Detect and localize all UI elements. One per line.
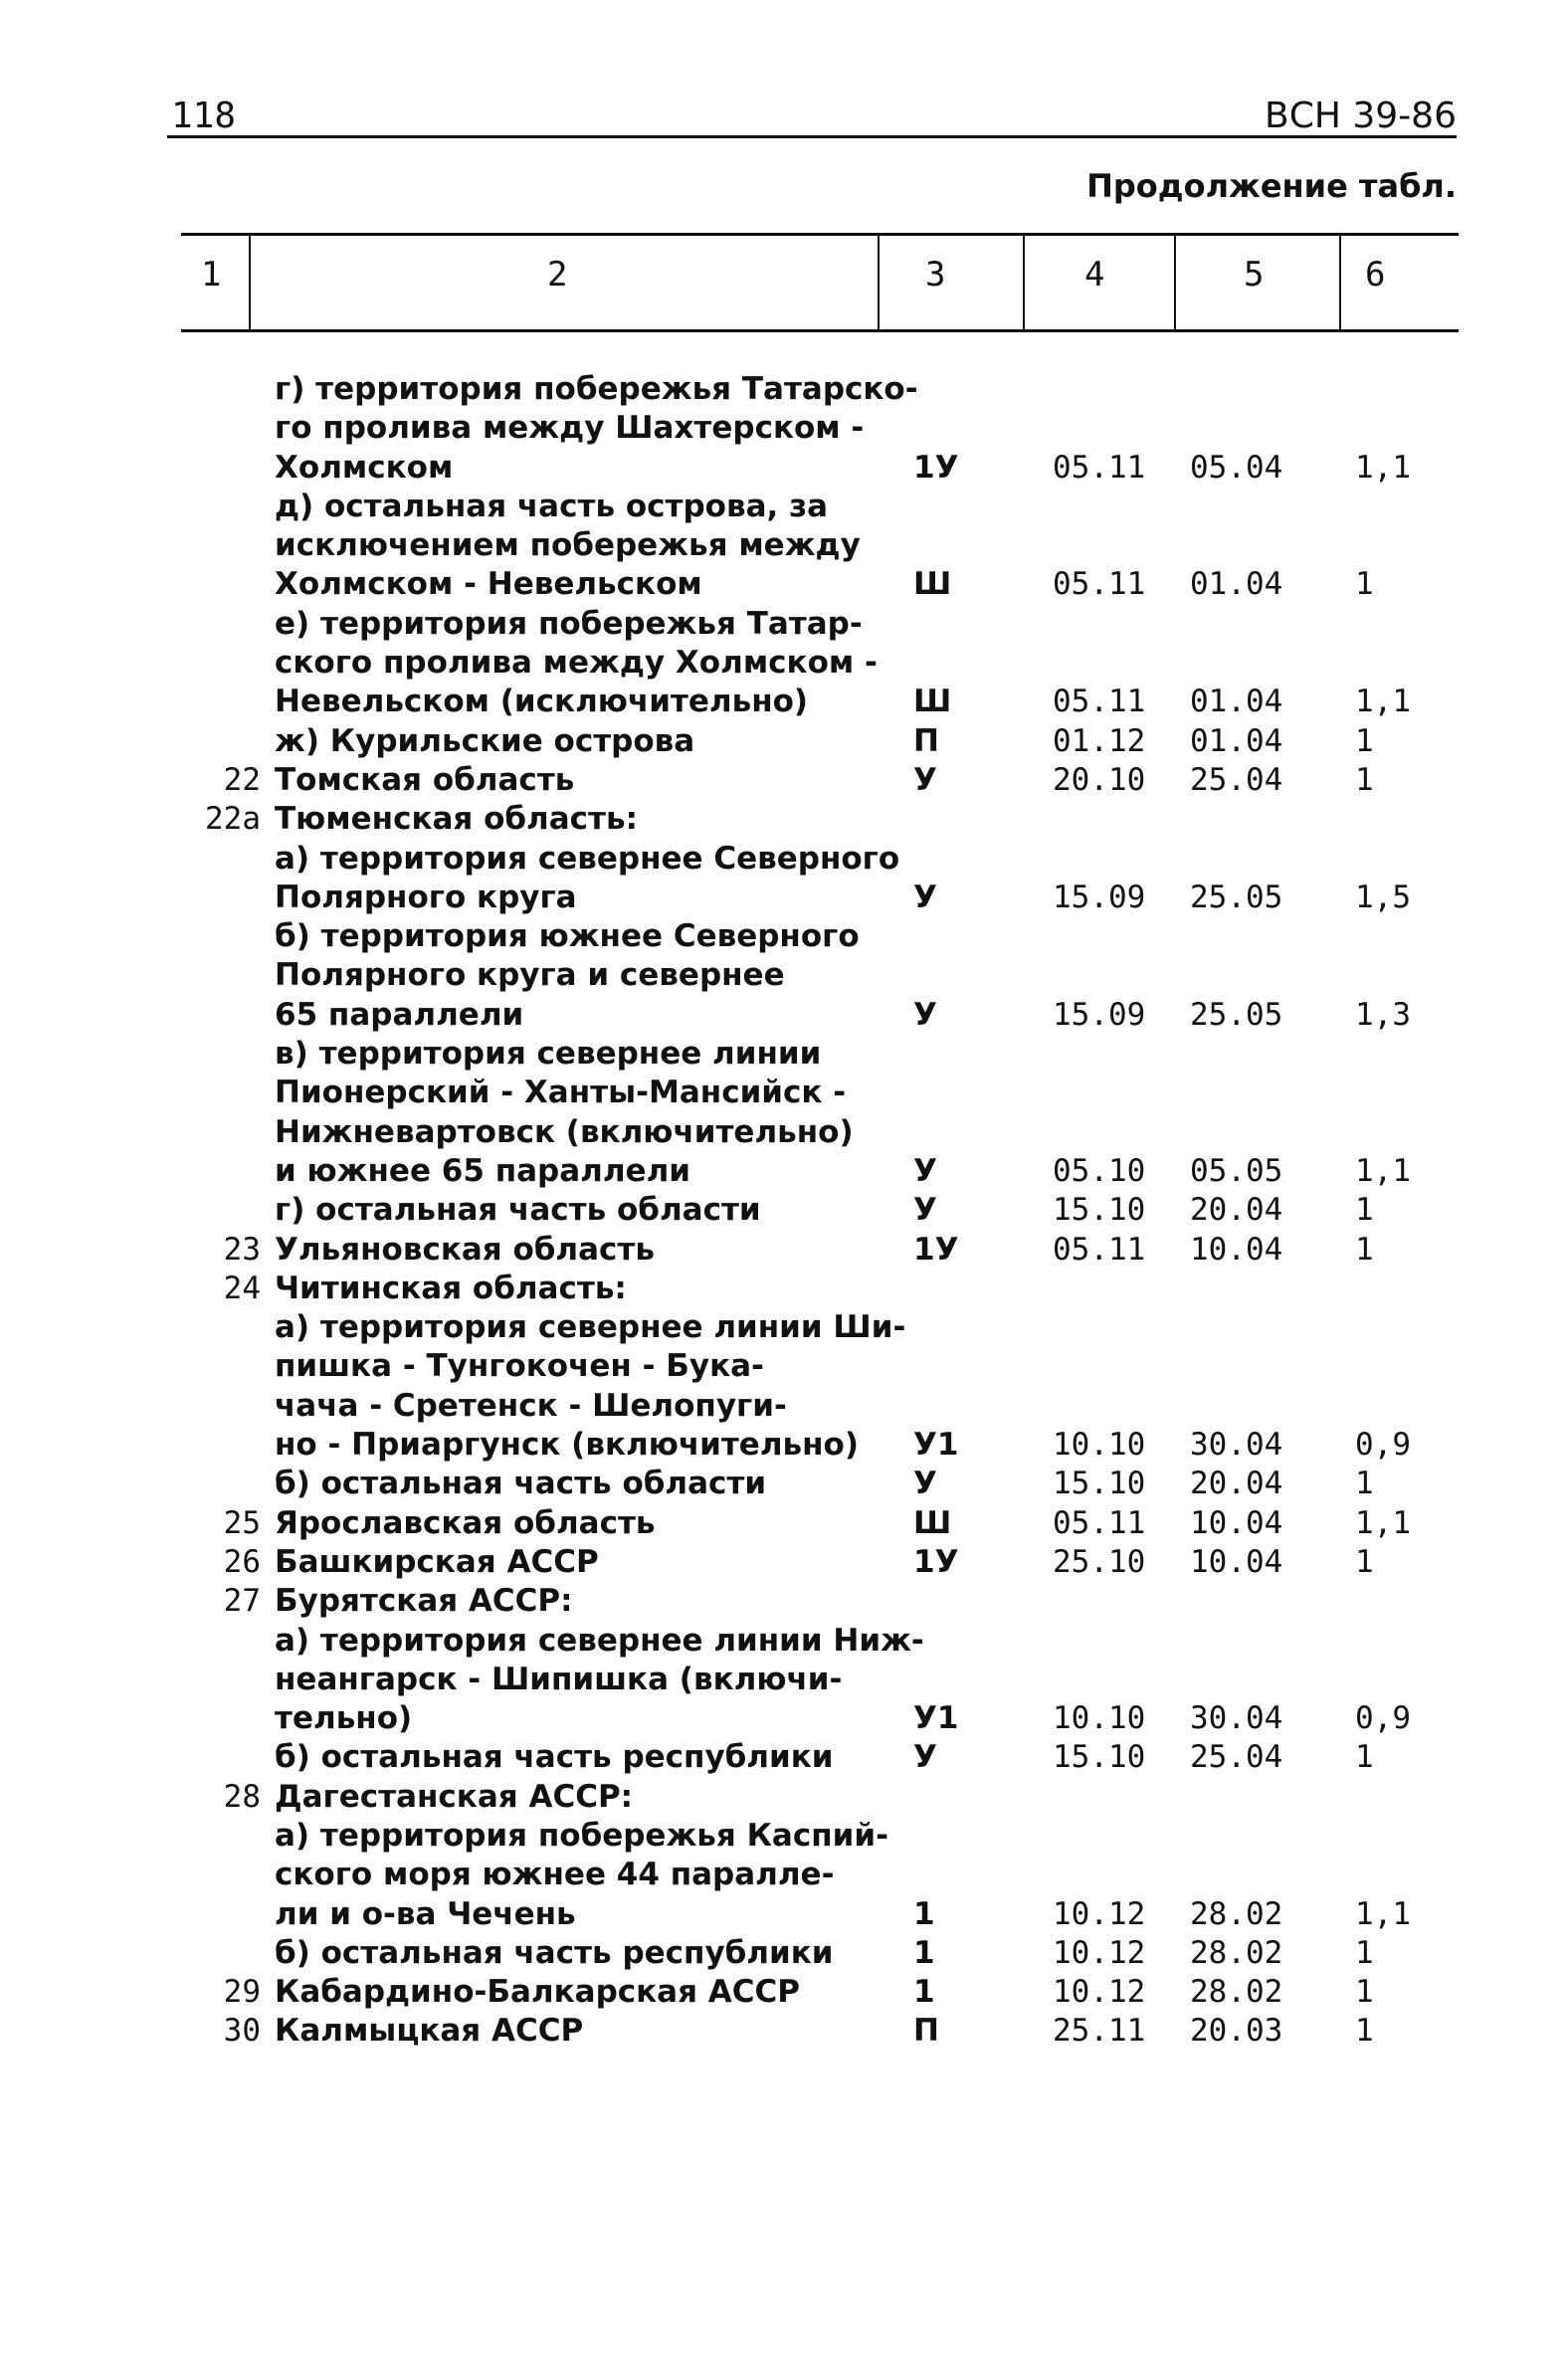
end-date: 01.04 xyxy=(1190,722,1283,759)
end-date: 10.04 xyxy=(1190,1543,1283,1580)
start-date: 15.10 xyxy=(1053,1192,1146,1229)
coefficient: 1 xyxy=(1355,1934,1374,1971)
region-name: Ярославская область xyxy=(275,1504,656,1541)
end-date: 05.05 xyxy=(1190,1152,1283,1189)
table-row xyxy=(0,1035,1568,1074)
row-number: 27 xyxy=(223,1583,261,1620)
zone-code: У xyxy=(913,1739,937,1776)
region-name: Томская область xyxy=(275,761,575,798)
coefficient: 0,9 xyxy=(1355,1700,1411,1737)
column-divider xyxy=(1023,233,1025,332)
table-row xyxy=(0,1152,1568,1191)
zone-code: 1У xyxy=(913,1543,959,1580)
region-name: неангарск - Шипишка (включи- xyxy=(275,1661,843,1697)
row-number: 29 xyxy=(223,1974,261,2011)
coefficient: 1 xyxy=(1355,722,1374,759)
start-date: 15.10 xyxy=(1053,1466,1146,1502)
region-name: Полярного круга и севернее xyxy=(275,957,785,994)
row-number: 22а xyxy=(205,801,261,838)
coefficient: 1 xyxy=(1355,1192,1374,1229)
zone-code: У xyxy=(913,1152,937,1189)
table-row xyxy=(0,1308,1568,1347)
column-header-6: 6 xyxy=(1365,255,1386,294)
region-name: пишка - Тунгокочен - Бука- xyxy=(275,1348,764,1385)
region-name: Нижневартовск (включительно) xyxy=(275,1113,854,1150)
table-header-bottom-rule xyxy=(181,329,1459,332)
region-name: Дагестанская АССР: xyxy=(275,1778,634,1815)
table-header-top-rule xyxy=(181,233,1459,236)
table-continuation-label: Продолжение табл. xyxy=(1086,167,1457,205)
column-divider xyxy=(1174,233,1176,332)
table-row xyxy=(0,1661,1568,1699)
region-name: д) остальная часть острова, за xyxy=(275,488,829,524)
table-row xyxy=(0,644,1568,683)
region-name: но - Приаргунск (включительно) xyxy=(275,1427,860,1464)
column-header-5: 5 xyxy=(1244,255,1265,294)
end-date: 05.04 xyxy=(1190,449,1283,486)
region-name: б) остальная часть области xyxy=(275,1466,767,1502)
coefficient: 1 xyxy=(1355,1466,1374,1502)
start-date: 20.10 xyxy=(1053,761,1146,798)
start-date: 05.11 xyxy=(1053,1504,1146,1541)
row-number: 28 xyxy=(223,1778,261,1815)
table-row xyxy=(0,1504,1568,1543)
coefficient: 1 xyxy=(1355,1739,1374,1776)
end-date: 30.04 xyxy=(1190,1700,1283,1737)
region-name: Калмыцкая АССР xyxy=(275,2013,584,2050)
table-row xyxy=(0,1738,1568,1777)
row-number: 30 xyxy=(223,2013,261,2050)
column-divider xyxy=(1339,233,1341,332)
region-name: 65 параллели xyxy=(275,996,524,1033)
table-row xyxy=(0,1622,1568,1661)
end-date: 28.02 xyxy=(1190,1895,1283,1932)
table-row xyxy=(0,1074,1568,1112)
coefficient: 1 xyxy=(1355,1543,1374,1580)
table-row xyxy=(0,605,1568,644)
table-row xyxy=(0,370,1568,409)
region-name: и южнее 65 параллели xyxy=(275,1152,691,1189)
column-divider xyxy=(249,233,251,332)
start-date: 10.12 xyxy=(1053,1974,1146,2011)
coefficient: 1 xyxy=(1355,1231,1374,1268)
end-date: 28.02 xyxy=(1190,1974,1283,2011)
region-name: Пионерский - Ханты-Мансийск - xyxy=(275,1075,847,1111)
region-name: Холмском - Невельском xyxy=(275,566,702,603)
region-name: Ульяновская область xyxy=(275,1231,655,1268)
start-date: 05.11 xyxy=(1053,566,1146,603)
region-name: ли и о-ва Чечень xyxy=(275,1895,576,1932)
table-row xyxy=(0,1347,1568,1386)
zone-code: У1 xyxy=(913,1700,959,1737)
region-name: тельно) xyxy=(275,1700,413,1737)
end-date: 25.05 xyxy=(1190,996,1283,1033)
table-row xyxy=(0,917,1568,956)
zone-code: П xyxy=(913,2013,939,2050)
coefficient: 1,1 xyxy=(1355,1152,1411,1189)
start-date: 10.12 xyxy=(1053,1934,1146,1971)
region-name: го пролива между Шахтерском - xyxy=(275,410,865,447)
region-name: г) остальная часть области xyxy=(275,1192,761,1229)
zone-code: 1 xyxy=(913,1895,935,1932)
zone-code: У xyxy=(913,1192,937,1229)
column-header-3: 3 xyxy=(925,255,946,294)
table-row xyxy=(0,840,1568,879)
region-name: Тюменская область: xyxy=(275,801,639,838)
start-date: 01.12 xyxy=(1053,722,1146,759)
region-name: ского пролива между Холмском - xyxy=(275,645,878,682)
table-row xyxy=(0,800,1568,839)
coefficient: 1 xyxy=(1355,2013,1374,2050)
region-name: исключением побережья между xyxy=(275,527,861,564)
end-date: 30.04 xyxy=(1190,1427,1283,1464)
table-row xyxy=(0,879,1568,917)
table-row xyxy=(0,565,1568,604)
header-rule xyxy=(167,135,1457,138)
row-number: 24 xyxy=(223,1270,261,1306)
region-name: Полярного круга xyxy=(275,879,577,915)
table-row xyxy=(0,488,1568,526)
zone-code: Ш xyxy=(913,1504,952,1541)
table-row xyxy=(0,956,1568,995)
coefficient: 1,3 xyxy=(1355,996,1411,1033)
region-name: а) территория побережья Каспий- xyxy=(275,1817,888,1854)
end-date: 20.04 xyxy=(1190,1466,1283,1502)
coefficient: 1,1 xyxy=(1355,684,1411,720)
column-header-2: 2 xyxy=(547,255,568,294)
region-name: б) территория южнее Северного xyxy=(275,918,860,955)
region-name: е) территория побережья Татар- xyxy=(275,605,863,642)
table-body xyxy=(0,370,1568,2052)
table-row xyxy=(0,1699,1568,1738)
region-name: Бурятская АССР: xyxy=(275,1583,573,1620)
coefficient: 1,5 xyxy=(1355,879,1411,915)
table-row xyxy=(0,761,1568,800)
table-row xyxy=(0,1934,1568,1973)
start-date: 10.10 xyxy=(1053,1427,1146,1464)
start-date: 05.11 xyxy=(1053,684,1146,720)
zone-code: 1У xyxy=(913,1231,959,1268)
table-row xyxy=(0,1270,1568,1308)
region-name: г) территория побережья Татарско- xyxy=(275,371,918,407)
start-date: 05.11 xyxy=(1053,1231,1146,1268)
start-date: 05.11 xyxy=(1053,449,1146,486)
column-header-4: 4 xyxy=(1084,255,1105,294)
table-row xyxy=(0,1465,1568,1503)
coefficient: 1 xyxy=(1355,761,1374,798)
zone-code: У xyxy=(913,879,937,915)
row-number: 22 xyxy=(223,761,261,798)
table-row xyxy=(0,1231,1568,1270)
coefficient: 1 xyxy=(1355,1974,1374,2011)
start-date: 05.10 xyxy=(1053,1152,1146,1189)
coefficient: 1,1 xyxy=(1355,1895,1411,1932)
zone-code: 1 xyxy=(913,1934,935,1971)
region-name: б) остальная часть республики xyxy=(275,1739,834,1776)
coefficient: 1,1 xyxy=(1355,449,1411,486)
table-row xyxy=(0,409,1568,448)
zone-code: У1 xyxy=(913,1427,959,1464)
zone-code: Ш xyxy=(913,566,952,603)
start-date: 15.09 xyxy=(1053,996,1146,1033)
region-name: чача - Сретенск - Шелопуги- xyxy=(275,1387,787,1424)
coefficient: 1 xyxy=(1355,566,1374,603)
table-row xyxy=(0,1426,1568,1465)
region-name: Невельском (исключительно) xyxy=(275,684,809,720)
end-date: 28.02 xyxy=(1190,1934,1283,1971)
table-row xyxy=(0,1582,1568,1621)
row-number: 25 xyxy=(223,1504,261,1541)
row-number: 23 xyxy=(223,1231,261,1268)
table-row xyxy=(0,683,1568,721)
region-name: Холмском xyxy=(275,449,454,486)
column-divider xyxy=(878,233,880,332)
table-row xyxy=(0,1543,1568,1582)
zone-code: 1 xyxy=(913,1974,935,2011)
region-name: а) территория севернее линии Ниж- xyxy=(275,1622,924,1659)
table-row xyxy=(0,1387,1568,1426)
table-row xyxy=(0,1778,1568,1817)
end-date: 25.04 xyxy=(1190,761,1283,798)
zone-code: 1У xyxy=(913,449,959,486)
table-row xyxy=(0,1191,1568,1230)
table-row xyxy=(0,2012,1568,2051)
row-number: 26 xyxy=(223,1543,261,1580)
region-name: в) территория севернее линии xyxy=(275,1036,822,1073)
coefficient: 0,9 xyxy=(1355,1427,1411,1464)
region-name: а) территория севернее линии Ши- xyxy=(275,1309,906,1346)
table-row xyxy=(0,1817,1568,1856)
end-date: 10.04 xyxy=(1190,1504,1283,1541)
table-row xyxy=(0,1113,1568,1152)
end-date: 01.04 xyxy=(1190,566,1283,603)
page-number: 118 xyxy=(171,96,237,136)
table-header xyxy=(181,233,1459,332)
start-date: 15.10 xyxy=(1053,1739,1146,1776)
coefficient: 1,1 xyxy=(1355,1504,1411,1541)
start-date: 10.12 xyxy=(1053,1895,1146,1932)
end-date: 20.03 xyxy=(1190,2013,1283,2050)
region-name: а) территория севернее Северного xyxy=(275,840,900,877)
region-name: Читинская область: xyxy=(275,1270,627,1306)
table-row xyxy=(0,1895,1568,1934)
start-date: 10.10 xyxy=(1053,1700,1146,1737)
table-row xyxy=(0,1856,1568,1894)
column-header-1: 1 xyxy=(201,255,222,294)
region-name: Башкирская АССР xyxy=(275,1543,599,1580)
start-date: 25.11 xyxy=(1053,2013,1146,2050)
region-name: Кабардино-Балкарская АССР xyxy=(275,1974,800,2011)
region-name: ж) Курильские острова xyxy=(275,722,695,759)
zone-code: У xyxy=(913,761,937,798)
start-date: 15.09 xyxy=(1053,879,1146,915)
table-row xyxy=(0,449,1568,488)
zone-code: У xyxy=(913,1466,937,1502)
end-date: 25.05 xyxy=(1190,879,1283,915)
start-date: 25.10 xyxy=(1053,1543,1146,1580)
table-row xyxy=(0,1973,1568,2012)
document-code: ВСН 39-86 xyxy=(1265,96,1457,136)
end-date: 25.04 xyxy=(1190,1739,1283,1776)
region-name: б) остальная часть республики xyxy=(275,1934,834,1971)
end-date: 20.04 xyxy=(1190,1192,1283,1229)
table-row xyxy=(0,996,1568,1035)
zone-code: П xyxy=(913,722,939,759)
zone-code: У xyxy=(913,996,937,1033)
end-date: 01.04 xyxy=(1190,684,1283,720)
table-row xyxy=(0,722,1568,761)
region-name: ского моря южнее 44 паралле- xyxy=(275,1857,835,1893)
end-date: 10.04 xyxy=(1190,1231,1283,1268)
zone-code: Ш xyxy=(913,684,952,720)
table-row xyxy=(0,526,1568,565)
